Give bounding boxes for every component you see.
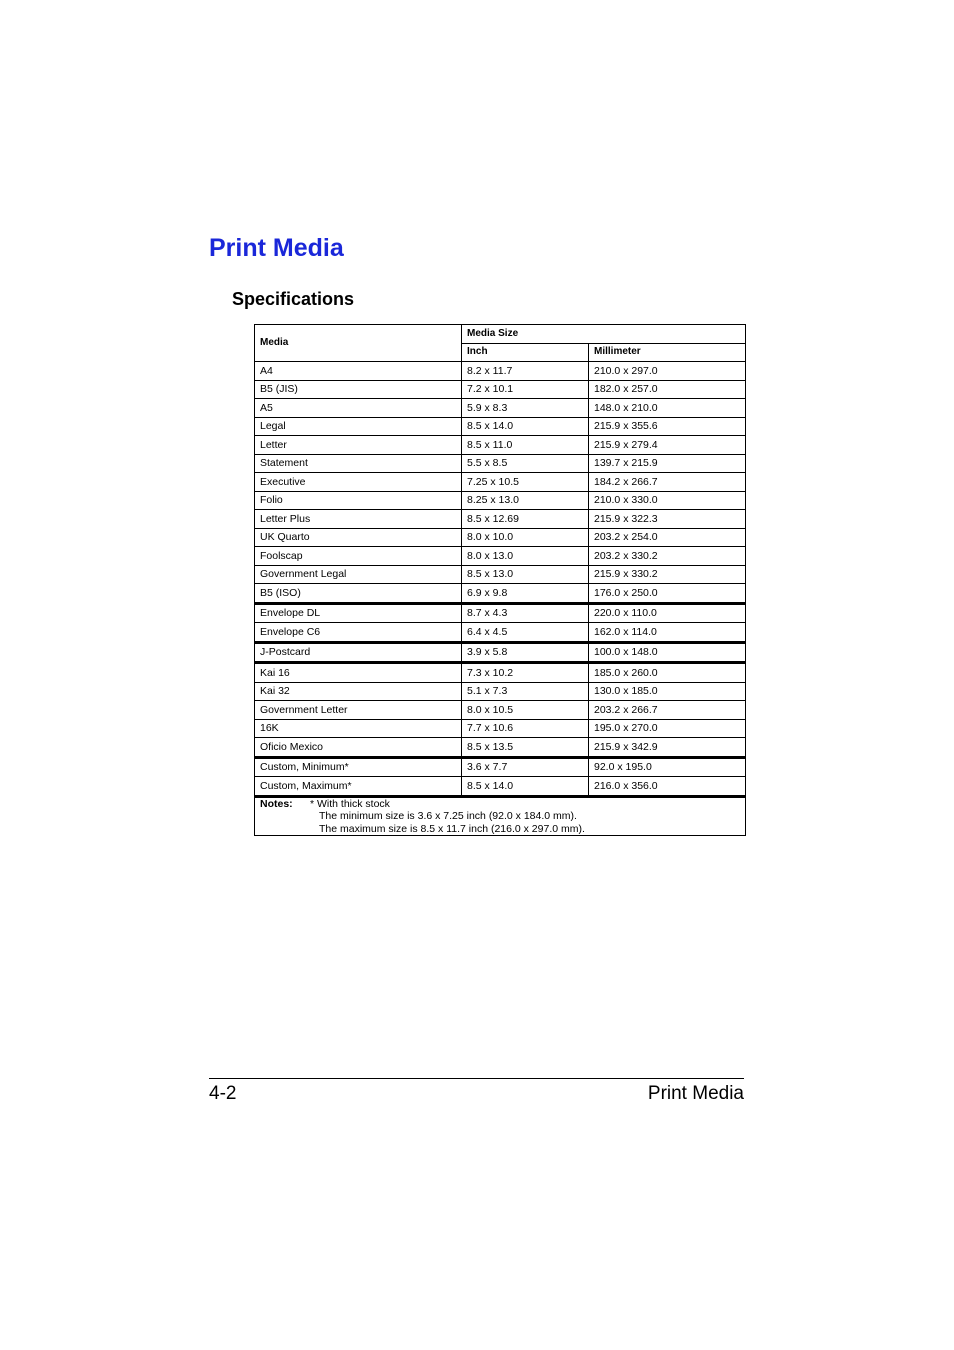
table-row (255, 663, 746, 683)
cell-mm: 100.0 x 148.0 (589, 642, 746, 663)
note-line-3: The maximum size is 8.5 x 11.7 inch (216.0 x 297.0 mm). (319, 822, 585, 835)
cell-media: Custom, Maximum* (255, 777, 462, 797)
table-row (255, 491, 746, 510)
cell-inch: 5.5 x 8.5 (462, 454, 589, 473)
table-row (255, 417, 746, 436)
table-row (255, 436, 746, 455)
table-row (255, 399, 746, 418)
footer-divider (209, 1078, 744, 1079)
table-row (255, 473, 746, 492)
notes-label: Notes: (260, 797, 293, 810)
cell-inch: 8.5 x 12.69 (462, 510, 589, 529)
cell-inch: 7.25 x 10.5 (462, 473, 589, 492)
cell-inch: 8.2 x 11.7 (462, 362, 589, 381)
cell-media: Oficio Mexico (255, 738, 462, 758)
table-row (255, 757, 746, 777)
table-header-row (255, 325, 746, 344)
table-row (255, 719, 746, 738)
cell-inch: 6.4 x 4.5 (462, 623, 589, 643)
cell-mm: 139.7 x 215.9 (589, 454, 746, 473)
cell-mm: 176.0 x 250.0 (589, 584, 746, 604)
cell-media: Envelope DL (255, 603, 462, 623)
cell-inch: 5.1 x 7.3 (462, 682, 589, 701)
note-line-2: The minimum size is 3.6 x 7.25 inch (92.0 x 184.0 mm). (319, 810, 577, 822)
table-row (255, 510, 746, 529)
notes-row (255, 796, 746, 836)
cell-media: Kai 32 (255, 682, 462, 701)
cell-media: 16K (255, 719, 462, 738)
cell-mm: 148.0 x 210.0 (589, 399, 746, 418)
table-row (255, 454, 746, 473)
table-row (255, 701, 746, 720)
footer-page-number: 4-2 (209, 1083, 237, 1104)
cell-inch: 3.6 x 7.7 (462, 757, 589, 777)
cell-media: Letter Plus (255, 510, 462, 529)
cell-mm: 210.0 x 297.0 (589, 362, 746, 381)
table-row (255, 777, 746, 797)
cell-mm: 215.9 x 355.6 (589, 417, 746, 436)
cell-media: A5 (255, 399, 462, 418)
cell-inch: 8.7 x 4.3 (462, 603, 589, 623)
notes-cell (255, 796, 746, 836)
cell-media: Folio (255, 491, 462, 510)
cell-inch: 8.5 x 13.5 (462, 738, 589, 758)
table-row (255, 547, 746, 566)
cell-mm: 215.9 x 279.4 (589, 436, 746, 455)
section-heading: Specifications (232, 289, 355, 309)
cell-mm: 195.0 x 270.0 (589, 719, 746, 738)
page-title: Print Media (209, 234, 344, 262)
cell-media: B5 (ISO) (255, 584, 462, 604)
cell-media: Executive (255, 473, 462, 492)
cell-mm: 215.9 x 322.3 (589, 510, 746, 529)
cell-media: Foolscap (255, 547, 462, 566)
cell-inch: 8.25 x 13.0 (462, 491, 589, 510)
cell-mm: 185.0 x 260.0 (589, 663, 746, 683)
table-row (255, 738, 746, 758)
cell-mm: 203.2 x 266.7 (589, 701, 746, 720)
cell-mm: 220.0 x 110.0 (589, 603, 746, 623)
header-media: Media (255, 325, 462, 362)
cell-media: B5 (JIS) (255, 380, 462, 399)
cell-mm: 182.0 x 257.0 (589, 380, 746, 399)
header-media-size: Media Size (462, 325, 746, 344)
cell-inch: 6.9 x 9.8 (462, 584, 589, 604)
cell-media: UK Quarto (255, 528, 462, 547)
cell-media: Government Legal (255, 565, 462, 584)
cell-inch: 8.0 x 13.0 (462, 547, 589, 566)
table-row (255, 565, 746, 584)
cell-inch: 8.5 x 11.0 (462, 436, 589, 455)
cell-mm: 203.2 x 330.2 (589, 547, 746, 566)
cell-inch: 8.0 x 10.5 (462, 701, 589, 720)
header-millimeter: Millimeter (589, 343, 746, 362)
cell-inch: 7.7 x 10.6 (462, 719, 589, 738)
cell-mm: 162.0 x 114.0 (589, 623, 746, 643)
table-row (255, 623, 746, 643)
cell-mm: 216.0 x 356.0 (589, 777, 746, 797)
cell-inch: 8.5 x 13.0 (462, 565, 589, 584)
cell-media: Government Letter (255, 701, 462, 720)
cell-inch: 5.9 x 8.3 (462, 399, 589, 418)
table-row (255, 603, 746, 623)
cell-media: Statement (255, 454, 462, 473)
cell-inch: 7.3 x 10.2 (462, 663, 589, 683)
table-row (255, 528, 746, 547)
cell-mm: 215.9 x 330.2 (589, 565, 746, 584)
note-line-1: * With thick stock (310, 797, 390, 810)
cell-media: Custom, Minimum* (255, 757, 462, 777)
cell-media: J-Postcard (255, 642, 462, 663)
cell-inch: 7.2 x 10.1 (462, 380, 589, 399)
header-inch: Inch (462, 343, 589, 362)
cell-inch: 8.5 x 14.0 (462, 417, 589, 436)
cell-mm: 130.0 x 185.0 (589, 682, 746, 701)
table-row (255, 682, 746, 701)
cell-inch: 3.9 x 5.8 (462, 642, 589, 663)
cell-mm: 203.2 x 254.0 (589, 528, 746, 547)
footer-section-title: Print Media (647, 1083, 744, 1104)
cell-mm: 184.2 x 266.7 (589, 473, 746, 492)
table-row (255, 642, 746, 663)
media-spec-table (254, 324, 746, 836)
cell-mm: 215.9 x 342.9 (589, 738, 746, 758)
cell-media: Letter (255, 436, 462, 455)
cell-inch: 8.0 x 10.0 (462, 528, 589, 547)
cell-mm: 92.0 x 195.0 (589, 757, 746, 777)
cell-media: Kai 16 (255, 663, 462, 683)
table-row (255, 584, 746, 604)
table-row (255, 380, 746, 399)
cell-inch: 8.5 x 14.0 (462, 777, 589, 797)
cell-media: Envelope C6 (255, 623, 462, 643)
cell-media: A4 (255, 362, 462, 381)
cell-media: Legal (255, 417, 462, 436)
cell-mm: 210.0 x 330.0 (589, 491, 746, 510)
table-row (255, 362, 746, 381)
